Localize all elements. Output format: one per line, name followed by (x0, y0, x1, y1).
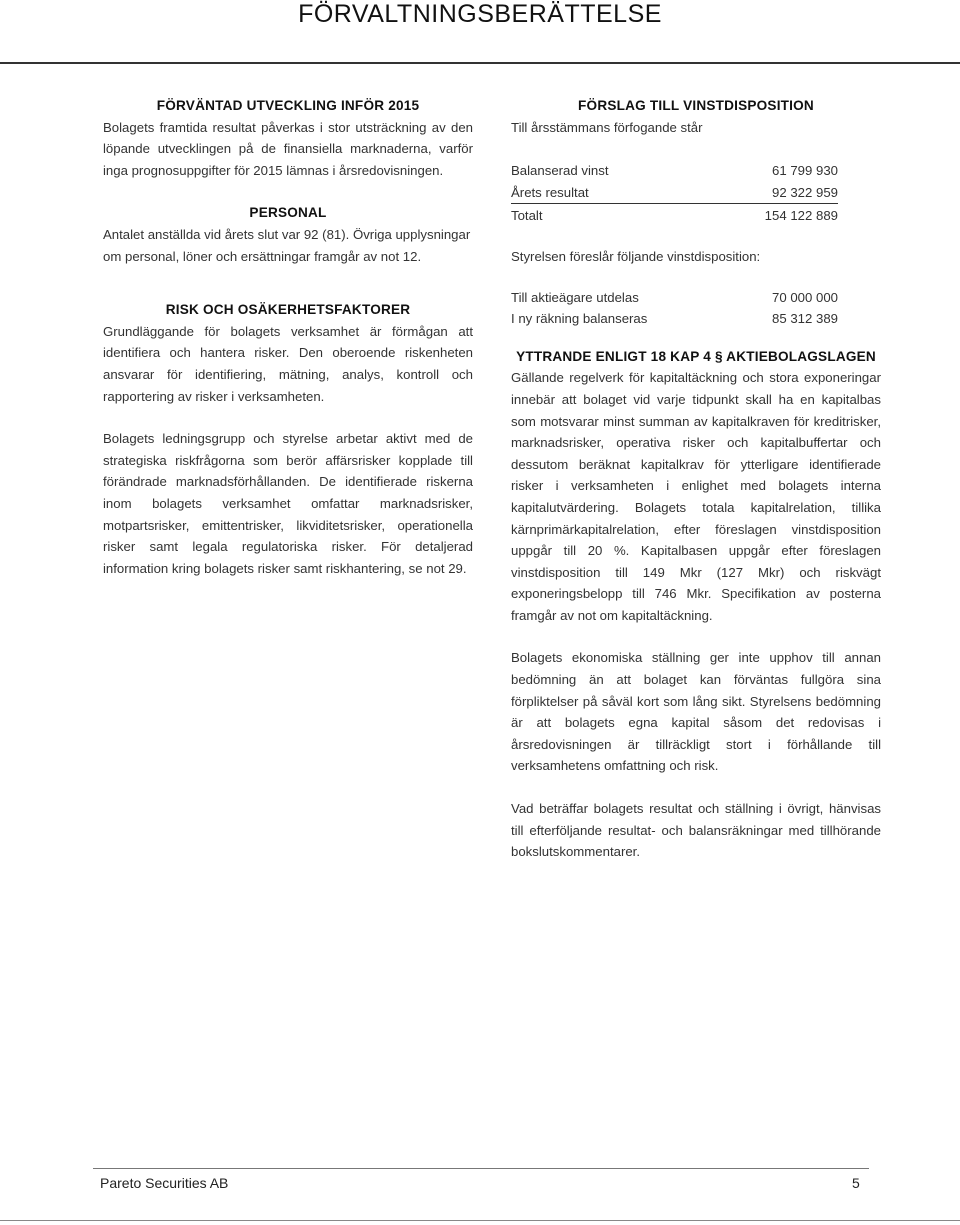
footer-divider (93, 1168, 869, 1169)
proposal-intro: Till årsstämmans förfogande står (511, 119, 703, 135)
alloc-label: Totalt (511, 208, 543, 224)
alloc-label: Årets resultat (511, 184, 589, 200)
alloc-value: 85 312 389 (771, 311, 838, 327)
outlook-heading: FÖRVÄNTAD UTVECKLING INFÖR 2015 (156, 98, 420, 113)
disposition-row-carried (511, 308, 838, 330)
alloc-value: 92 322 959 (771, 184, 838, 200)
statement-text-2: Bolagets ekonomiska ställning ger inte upphov till annan bedömning än att bolaget kan förväntas fullgöra sina förpliktelser på såväl kort som lång sikt. Styrelsens bedömning är att bolagets egna kapital såsom det redovisas i årsredovisningen är tillräckligt stort i förhållande till verksamhetens omfattning och risk. (511, 650, 881, 774)
page-bottom-divider (0, 1220, 960, 1221)
alloc-row-result (511, 182, 838, 204)
risk-text-1: Grundläggande för bolagets verksamhet är förmågan att identifiera och hantera risker. Den oberoende riskenheten ansvarar för identifiering, mätning, analys, kontroll och rapportering av risker i verksamheten. (103, 323, 473, 404)
footer-page-number: 5 (852, 1175, 860, 1191)
alloc-value: 154 122 889 (764, 208, 838, 224)
footer-company: Pareto Securities AB (100, 1175, 229, 1191)
alloc-label: Till aktieägare utdelas (511, 289, 639, 305)
page-title: FÖRVALTNINGSBERÄTTELSE (298, 0, 662, 28)
personnel-heading: PERSONAL (249, 205, 327, 221)
risk-heading: RISK OCH OSÄKERHETSFAKTORER (165, 302, 411, 318)
risk-text-2: Bolagets ledningsgrupp och styrelse arbetar aktivt med de strategiska riskfrågorna som berör affärsrisker kopplade till förändrade marknadsförhållanden. De identifierade riskerna inom bolagets verksamhet omfattar marknadsrisker, motpartsrisker, emittentrisker, likviditetsrisker, operationella risker samt legala regulatoriska risker. För detaljerad information kring bolagets risker samt riskhantering, se not 29. (103, 431, 473, 576)
disposition-row-dividend (511, 287, 838, 309)
alloc-row-retained (511, 160, 838, 182)
board-proposal-text: Styrelsen föreslår följande vinstdisposition: (511, 248, 761, 264)
right-column (511, 95, 881, 863)
alloc-row-total (511, 203, 838, 227)
alloc-label: Balanserad vinst (511, 163, 609, 179)
personnel-text: Antalet anställda vid årets slut var 92 (81). Övriga upplysningar om personal, löner och ersättningar framgår av not 12. (103, 226, 471, 264)
statement-heading: YTTRANDE ENLIGT 18 KAP 4 § AKTIEBOLAGSLAGEN (516, 348, 876, 364)
outlook-text: Bolagets framtida resultat påverkas i stor utsträckning av den löpande utvecklingen på de finansiella marknaderna, varför inga prognosuppgifter för 2015 lämnas i årsredovisningen. (103, 119, 473, 178)
left-column (103, 95, 473, 579)
alloc-label: I ny räkning balanseras (511, 311, 648, 327)
proposal-heading: FÖRSLAG TILL VINSTDISPOSITION (578, 98, 814, 113)
statement-text-3: Vad beträffar bolagets resultat och ställning i övrigt, hänvisas till efterföljande resultat- och balansräkningar med tillhörande bokslutskommentarer. (511, 801, 881, 860)
title-divider (0, 62, 960, 64)
alloc-value: 70 000 000 (771, 289, 838, 305)
statement-text-1: Gällande regelverk för kapitaltäckning och stora exponeringar innebär att bolaget vid varje tidpunkt skall ha en kapitalbas som motsvarar minst summan av kapitalkraven för kreditrisker, marknadsrisker, operativa risker och kapitalbuffertar och dessutom beräknat kapitalkrav för ytterligare identifierade risker i verksamheten i enlighet med bolagets interna kapitalutvärdering. Bolagets totala kapitalrelation, tillika kärnprimärkapitalrelation, efter föreslagen vinstdisposition uppgår till 20 %. Kapitalbasen uppgår efter föreslagen vinstdisposition till 149 Mkr (127 Mkr) och riskvägt exponeringsbelopp till 746 Mkr. Specifikation av posterna framgår av not om kapitaltäckning. (511, 370, 881, 623)
alloc-value: 61 799 930 (771, 163, 838, 179)
